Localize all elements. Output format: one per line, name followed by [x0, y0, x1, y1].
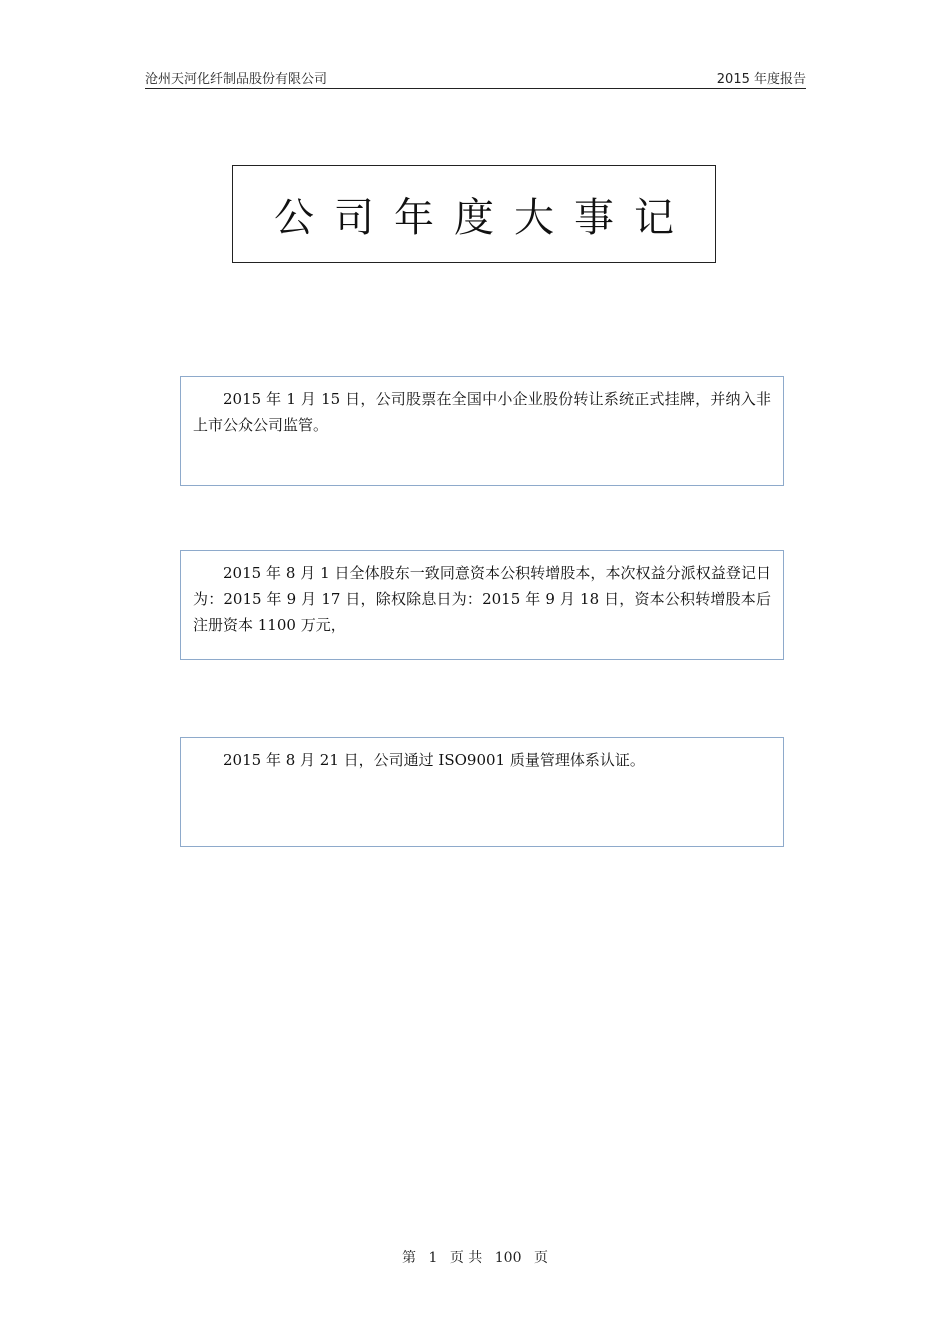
- event-text-2: 2015 年 8 月 1 日全体股东一致同意资本公积转增股本，本次权益分派权益登记日为：2015 年 9 月 17 日，除权除息日为：2015 年 9 月 18 日，资本公积转增股本后注册资本 1100 万元，: [193, 564, 771, 634]
- footer-suffix: 页: [533, 1250, 548, 1266]
- event-box-3: [180, 737, 784, 847]
- header-company-name: 沧州天河化纤制品股份有限公司: [145, 72, 328, 87]
- event-text-3: 2015 年 8 月 21 日，公司通过 ISO9001 质量管理体系认证。: [223, 751, 645, 769]
- event-box-1: [180, 376, 784, 486]
- event-text-1: 2015 年 1 月 15 日，公司股票在全国中小企业股份转让系统正式挂牌，并纳入非上市公众公司监管。: [193, 390, 771, 434]
- event-box-2: [180, 550, 784, 660]
- footer-middle: 页 共: [449, 1250, 483, 1266]
- page-footer: [0, 1247, 950, 1267]
- footer-total-pages: 100: [494, 1250, 522, 1266]
- title-box: [232, 165, 716, 263]
- header-report-title: 2015 年度报告: [716, 72, 806, 87]
- footer-current-page: 1: [428, 1250, 438, 1266]
- footer-prefix: 第: [402, 1250, 417, 1266]
- page-header: [145, 66, 806, 89]
- page-title: 公司年度大事记: [274, 194, 694, 241]
